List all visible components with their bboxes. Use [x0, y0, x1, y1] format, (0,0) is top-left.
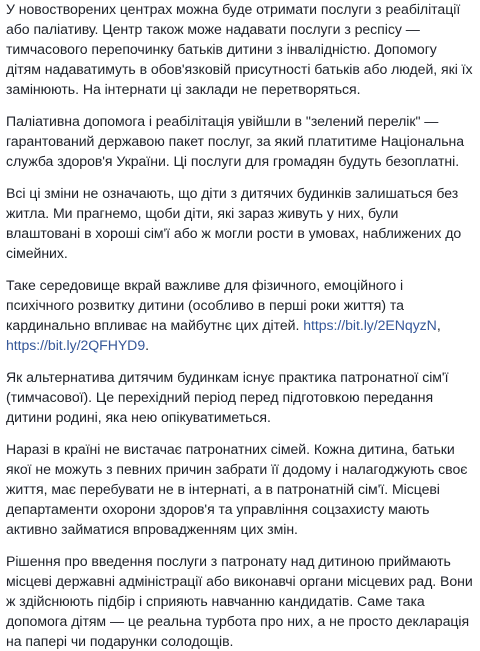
post-paragraph-7: Рішення про введення послуги з патронату над дитиною приймають місцеві державні адміністрації або виконавчі органи місцевих рад. Вони ж здійснюють підбір і сприяють навчанню кандидатів. Саме така допомога дітям — це реальна турбота про них, а не просто декларація на папері чи подарунки солодощів. — [6, 553, 473, 649]
post-paragraph-4-end: . — [145, 337, 149, 353]
post-paragraph-4-text: Таке середовище вкрай важливе для фізичного, емоційного і психічного розвитку дитини (особливо в перші роки життя) та кардинально впливає на майбутнє цих дітей. — [6, 277, 404, 333]
post-paragraph-5: Як альтернатива дитячим будинкам існує практика патронатної сім'ї (тимчасової). Це перехідний період перед підготовкою передання дитини родині, яка нею опікуватиметься. — [6, 369, 449, 425]
post-link-2[interactable]: https://bit.ly/2QFHYD9 — [6, 337, 146, 353]
post-paragraph-1: У новостворених центрах можна буде отримати послуги з реабілітації або паліативу. Центр також може надавати послуги з респісу — тимчасового перепочинку батьків дитини з інвалідністю. Допомогу дітям надаватимуть в обов'язковій присутності батьків або людей, які їх замінюють. На інтернати ці заклади не перетворяться. — [6, 1, 473, 97]
post-paragraph-6: Наразі в країні не вистачає патронатних сімей. Кожна дитина, батьки якої не можуть з певних причин забрати її додому і налагоджують своє життя, має перебувати не в інтернаті, а в патронатній сім'ї. Місцеві департаменти охорони здоров'я та управління соцзахисту мають активно займатися впровадженням цих змін. — [6, 441, 468, 537]
post-paragraph-4 — [6, 275, 474, 355]
post-paragraph-3: Всі ці зміни не означають, що діти з дитячих будинків залишаться без житла. Ми прагнемо, щоби діти, які зараз живуть у них, були влаштовані в хороші сім'ї або ж могли рости в умовах, наближених до сімейних. — [6, 185, 462, 261]
link-separator: , — [436, 317, 441, 333]
post-paragraph-2: Паліативна допомога і реабілітація увійшли в "зелений перелік" — гарантований державою пакет послуг, за який платитиме Національна служба здоров'я України. Ці послуги для громадян будуть безоплатні. — [6, 113, 465, 169]
post-link-1[interactable]: https://bit.ly/2ENqyzN — [303, 317, 437, 333]
